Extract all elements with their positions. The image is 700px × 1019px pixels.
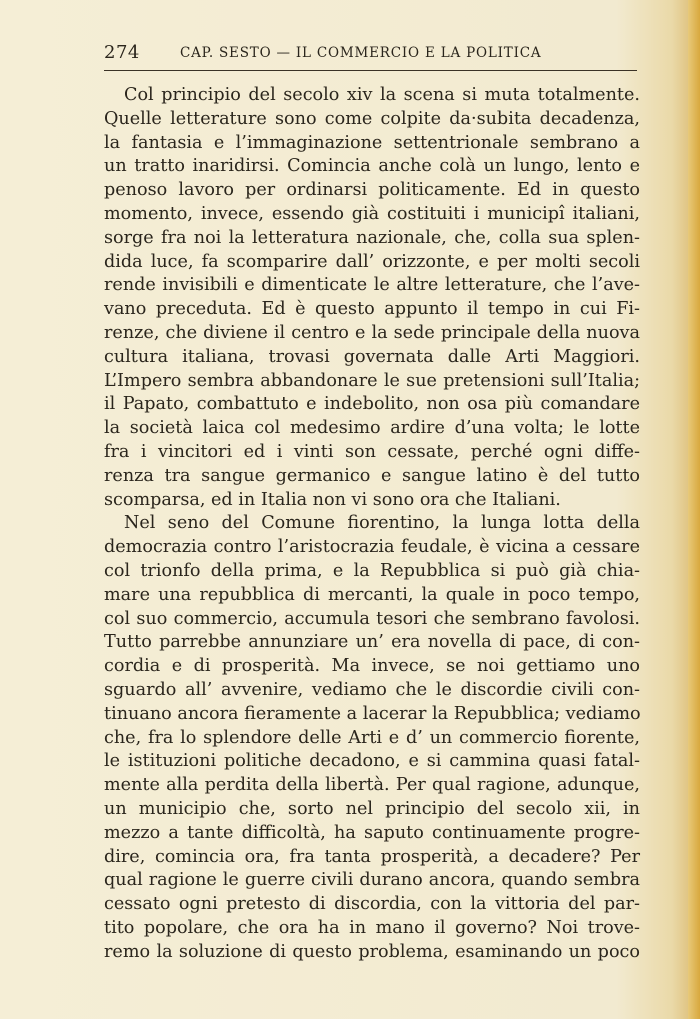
text-line: mezzo a tante difficoltà, ha saputo continuamente progre-	[104, 822, 640, 843]
text-line: renza tra sangue germanico e sangue latino è del tutto	[104, 465, 640, 486]
text-line: democrazia contro l’aristocrazia feudale, è vicina a cessare	[104, 537, 640, 558]
text-line: Nel seno del Comune fiorentino, la lunga lotta della	[124, 513, 640, 534]
text-line: L’Impero sembra abbandonare le sue pretensioni sull’Italia;	[104, 370, 640, 391]
text-line: Quelle letterature sono come colpite da·subita decadenza,	[104, 108, 640, 129]
text-line: tito popolare, che ora ha in mano il governo? Noi trove-	[104, 917, 640, 938]
text-line: momento, invece, essendo già costituiti i municipî italiani,	[104, 203, 640, 224]
text-line: il Papato, combattuto e indebolito, non osa più comandare	[104, 394, 640, 415]
text-line: Tutto parrebbe annunziare un’ era novella di pace, di con-	[104, 632, 640, 653]
text-line: la società laica col medesimo ardire d’una volta; le lotte	[104, 418, 640, 439]
text-line: dire, comincia ora, fra tanta prosperità, a decadere? Per	[104, 846, 640, 867]
text-line: cordia e di prosperità. Ma invece, se noi gettiamo uno	[104, 656, 640, 677]
text-line: cultura italiana, trovasi governata dalle Arti Maggiori.	[104, 346, 640, 367]
text-line: penoso lavoro per ordinarsi politicamente. Ed in questo	[104, 180, 640, 201]
text-line: qual ragione le guerre civili durano ancora, quando sembra	[104, 870, 640, 891]
text-line: vano preceduta. Ed è questo appunto il tempo in cui Fi-	[104, 299, 640, 320]
page-edge	[688, 0, 700, 1019]
text-line: col trionfo della prima, e la Repubblica si può già chia-	[104, 560, 640, 581]
text-line: mare una repubblica di mercanti, la quale in poco tempo,	[104, 584, 640, 605]
text-line: cessato ogni pretesto di discordia, con la vittoria del par-	[104, 894, 640, 915]
text-line: fra i vincitori ed i vinti son cessate, perché ogni diffe-	[104, 441, 640, 462]
text-line: tinuano ancora fieramente a lacerar la Repubblica; vediamo	[104, 703, 641, 724]
text-line: remo la soluzione di questo problema, esaminando un poco	[104, 941, 640, 962]
text-line: col suo commercio, accumula tesori che sembrano favolosi.	[104, 608, 640, 629]
header-rule	[104, 70, 637, 71]
text-line: rende invisibili e dimenticate le altre letterature, che l’ave-	[104, 275, 640, 296]
text-line: sorge fra noi la letteratura nazionale, che, colla sua splen-	[104, 227, 640, 248]
text-line: sguardo all’ avvenire, vediamo che le discordie civili con-	[104, 679, 640, 700]
text-line: che, fra lo splendore delle Arti e d’ un commercio fiorente,	[104, 727, 640, 748]
text-line: un municipio che, sorto nel principio del secolo xii, in	[104, 798, 640, 819]
page-number: 274	[104, 42, 140, 63]
text-line: Col principio del secolo xiv la scena si muta totalmente.	[124, 85, 640, 105]
text-line: mente alla perdita della libertà. Per qual ragione, adunque,	[104, 775, 640, 796]
running-head: CAP. SESTO — IL COMMERCIO E LA POLITICA	[180, 45, 542, 61]
text-line: le istituzioni politiche decadono, e si cammina quasi fatal-	[104, 751, 640, 772]
page-header	[104, 40, 640, 66]
text-line: renze, che diviene il centro e la sede principale della nuova	[104, 322, 640, 343]
body-text	[104, 84, 640, 964]
text-line: un tratto inaridirsi. Comincia anche colà un lungo, lento e	[104, 156, 640, 177]
text-line: dida luce, fa scomparire dall’ orizzonte, e per molti secoli	[104, 251, 640, 272]
text-line: la fantasia e l’immaginazione settentrionale sembrano a	[104, 132, 640, 153]
text-line: scomparsa, ed in Italia non vi sono ora che Italiani.	[104, 489, 561, 510]
